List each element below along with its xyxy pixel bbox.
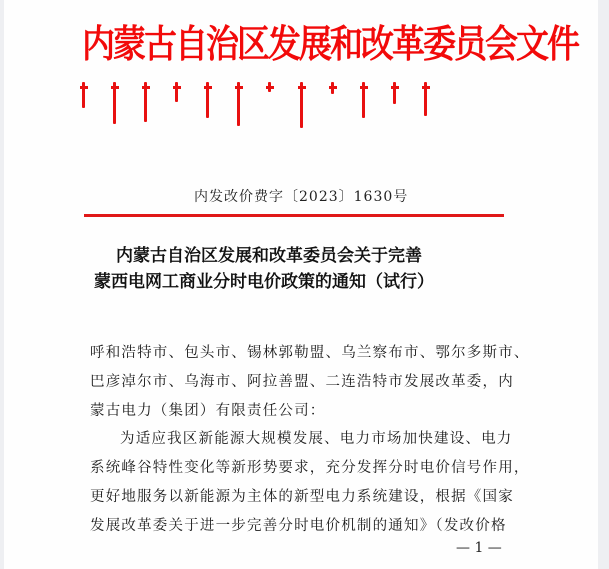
mongolian-word (422, 82, 430, 116)
mongolian-word (142, 82, 150, 122)
mongolian-word (391, 82, 399, 104)
page-number: — 1 — (456, 540, 502, 556)
mongolian-word (111, 82, 119, 124)
mongolian-word (204, 82, 212, 118)
mongolian-word (360, 82, 368, 118)
paragraph-line: 更好地服务以新能源为主体的新型电力系统建设，根据《国家 (90, 488, 514, 505)
mongolian-word (80, 82, 88, 108)
document-title (94, 243, 514, 295)
paragraph-line: 发展改革委关于进一步完善分时电价机制的通知》（发改价格 (90, 517, 507, 534)
paragraph-line: 系统峰谷特性变化等新形势要求，充分发挥分时电价信号作用， (90, 460, 530, 477)
title-line-2: 蒙西电网工商业分时电价政策的通知（试行） (94, 272, 434, 292)
issuer-masthead: 内蒙古自治区发展和改革委员会文件 (82, 21, 578, 67)
document-page (4, 0, 598, 569)
mongolian-word (235, 82, 243, 126)
mongolian-word (173, 82, 181, 102)
red-divider-line (84, 214, 504, 217)
recipients-line: 呼和浩特市、包头市、锡林郭勒盟、乌兰察布市、鄂尔多斯市、 (90, 345, 530, 361)
mongolian-word (329, 82, 337, 94)
recipients-line: 巴彦淖尔市、乌海市、阿拉善盟、二连浩特市发展改革委，内 (90, 373, 514, 390)
document-body (90, 339, 530, 541)
document-number: 内发改价费字〔2023〕1630号 (194, 189, 409, 205)
recipients-line: 蒙古电力（集团）有限责任公司： (90, 402, 326, 419)
mongolian-word (266, 82, 274, 92)
title-line-1: 内蒙古自治区发展和改革委员会关于完善 (116, 246, 422, 266)
mongolian-word (298, 82, 306, 128)
mongolian-script-line (80, 82, 430, 128)
paragraph-line: 为适应我区新能源大规模发展、电力市场加快建设、电力 (120, 431, 513, 448)
